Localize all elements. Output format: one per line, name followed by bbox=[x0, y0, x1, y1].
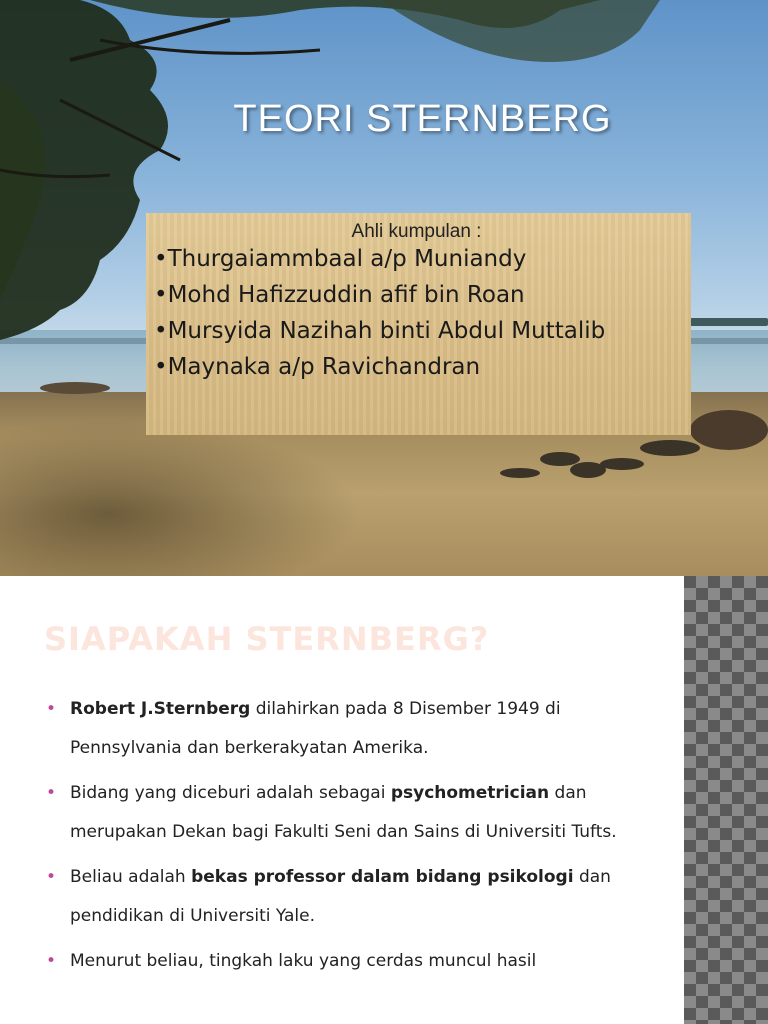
body-text: dilahirkan pada 8 Disember 1949 di Pennsylvania dan berkerakyatan Amerika. bbox=[70, 699, 561, 758]
body-text: Bidang yang diceburi adalah sebagai bbox=[70, 783, 391, 803]
bullet-list bbox=[44, 690, 644, 987]
members-box bbox=[146, 213, 691, 435]
body-text: Menurut beliau, tingkah laku yang cerdas muncul hasil bbox=[70, 951, 537, 971]
bullet-item bbox=[44, 690, 644, 768]
members-heading: Ahli kumpulan : bbox=[351, 221, 482, 242]
member-item: • Thurgaiammbaal a/p Muniandy bbox=[154, 245, 679, 273]
bullet-icon: • bbox=[46, 867, 57, 887]
member-item: • Mursyida Nazihah binti Abdul Muttalib bbox=[154, 317, 679, 345]
bullet-item bbox=[44, 942, 644, 981]
decorative-pattern-strip bbox=[684, 576, 768, 1024]
bold-text: psychometrician bbox=[390, 783, 550, 803]
body-text: dan merupakan Dekan bagi Fakulti Seni dan Sains di Universiti Tufts. bbox=[70, 783, 617, 842]
slide-title: TEORI STERNBERG bbox=[233, 98, 612, 140]
member-item: • Maynaka a/p Ravichandran bbox=[154, 353, 679, 381]
bold-text: Robert J.Sternberg bbox=[70, 699, 251, 719]
bold-text: bekas professor dalam bidang psikologi bbox=[191, 867, 574, 887]
bullet-icon: • bbox=[46, 783, 57, 803]
bullet-icon: • bbox=[46, 699, 57, 719]
members-list bbox=[154, 245, 679, 381]
body-text: dan pendidikan di Universiti Yale. bbox=[70, 867, 611, 926]
bullet-item bbox=[44, 774, 644, 852]
slide-title: SIAPAKAH STERNBERG? bbox=[44, 620, 490, 658]
bullet-icon: • bbox=[46, 951, 57, 971]
body-text: Beliau adalah bbox=[70, 867, 192, 887]
member-item: • Mohd Hafizzuddin afif bin Roan bbox=[154, 281, 679, 309]
bullet-item bbox=[44, 858, 644, 936]
slide-2 bbox=[0, 576, 768, 1024]
